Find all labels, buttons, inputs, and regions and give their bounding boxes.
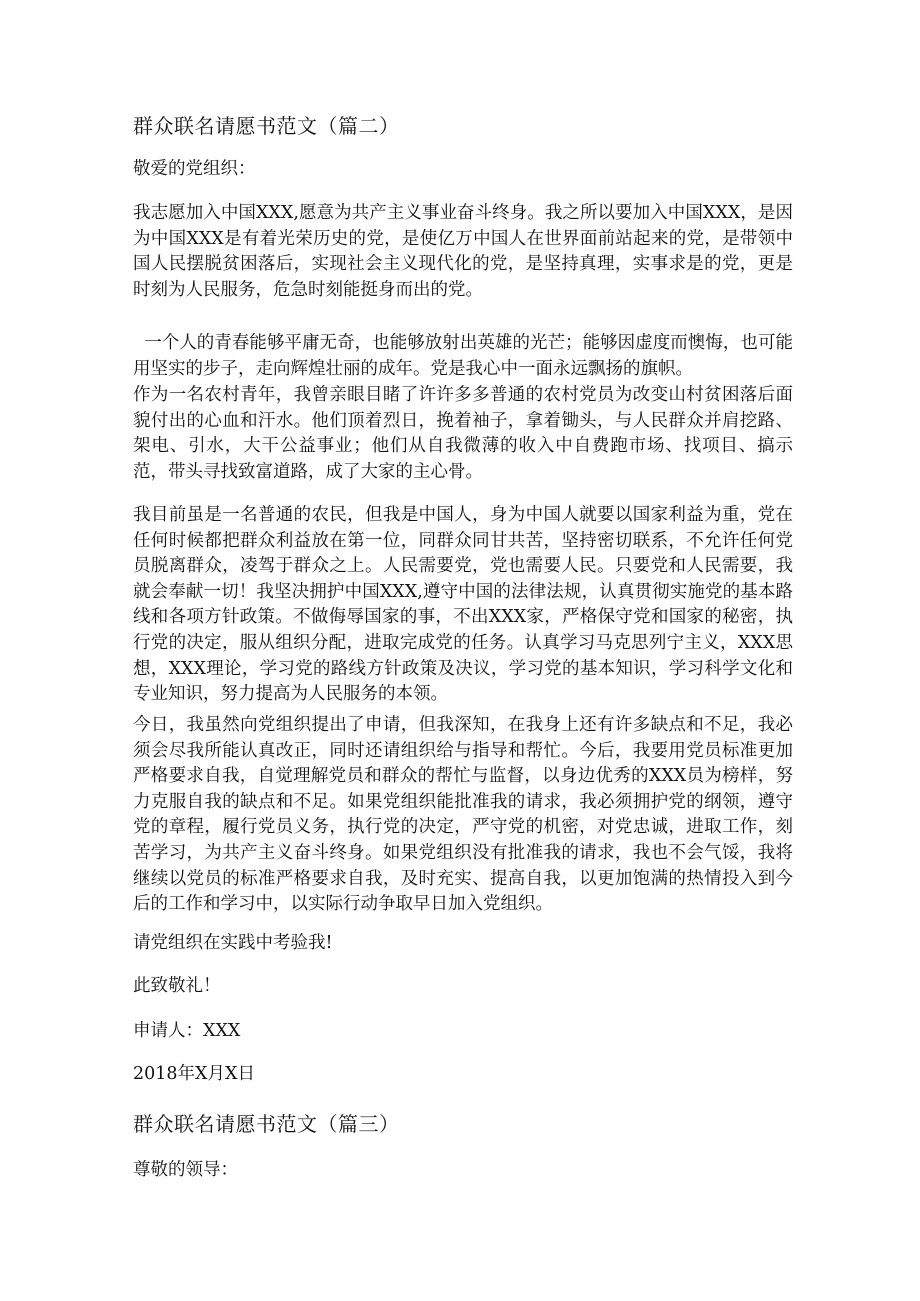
paragraph-1: 我志愿加入中国XXX,愿意为共产主义事业奋斗终身。我之所以要加入中国XXX，是因为中国XXX是有着光荣历史的党，是使亿万中国人在世界面前站起来的党，是带领中国人民摆脱贫困落后，实现社会主义现代化的党，是坚持真理，实事求是的党，更是时刻为人民服务，危急时刻能挺身而出的党。 <box>133 203 793 300</box>
date-line: 2018年X月X日 <box>133 1064 255 1084</box>
section-heading-2: 群众联名请愿书范文（篇二） <box>133 114 400 138</box>
paragraph-3: 作为一名农村青年，我曾亲眼目睹了许许多多普通的农村党员为改变山村贫困落后面貌付出的心血和汗水。他们顶着烈日，挽着袖子，拿着锄头，与人民群众并肩挖路、架电、引水，大干公益事业；他们从自我微薄的收入中自费跑市场、找项目、搞示范，带头寻找致富道路，成了大家的主心骨。 <box>133 385 793 482</box>
paragraph-4: 我目前虽是一名普通的农民，但我是中国人，身为中国人就要以国家利益为重，党在任何时候都把群众利益放在第一位，同群众同甘共苦，坚持密切联系，不允许任何党员脱离群众，凌驾于群众之上。人民需要党，党也需要人民。只要党和人民需要，我就会奉献一切！我坚决拥护中国XXX,遵守中国的法律法规，认真贯彻实施党的基本路线和各项方针政策。不做侮辱国家的事，不出XXX家，严格保守党和国家的秘密，执行党的决定，服从组织分配，进取完成党的任务。认真学习马克思列宁主义，XXX思想，XXX理论，学习党的路线方针政策及决议，学习党的基本知识，学习科学文化和专业知识，努力提高为人民服务的本领。 <box>133 505 793 705</box>
section-heading-3: 群众联名请愿书范文（篇三） <box>133 1112 400 1136</box>
closing-salute: 此致敬礼！ <box>133 976 221 996</box>
salutation-2: 敬爱的党组织： <box>133 159 256 179</box>
paragraph-5: 今日，我虽然向党组织提出了申请，但我深知，在我身上还有许多缺点和不足，我必须会尽我所能认真改正，同时还请组织给与指导和帮忙。今后，我要用党员标准更加严格要求自我，自觉理解党员和群众的帮忙与监督，以身边优秀的XXX员为榜样，努力克服自我的缺点和不足。如果党组织能批准我的请求，我必须拥护党的纲领，遵守党的章程，履行党员义务，执行党的决定，严守党的机密，对党忠诚，进取工作，刻苦学习，为共产主义奋斗终身。如果党组织没有批准我的请求，我也不会气馁，我将继续以党员的标准严格要求自我，及时充实、提高自我，以更加饱满的热情投入到今后的工作和学习中，以实际行动争取早日加入党组织。 <box>133 715 793 915</box>
paragraph-2: 一个人的青春能够平庸无奇，也能够放射出英雄的光芒；能够因虚度而懊悔，也可能用坚实的步子，走向辉煌壮丽的成年。党是我心中一面永远飘扬的旗帜。 <box>133 333 793 379</box>
applicant-line: 申请人：XXX <box>133 1021 241 1041</box>
salutation-3: 尊敬的领导： <box>133 1160 238 1180</box>
closing-request: 请党组织在实践中考验我! <box>133 933 333 953</box>
